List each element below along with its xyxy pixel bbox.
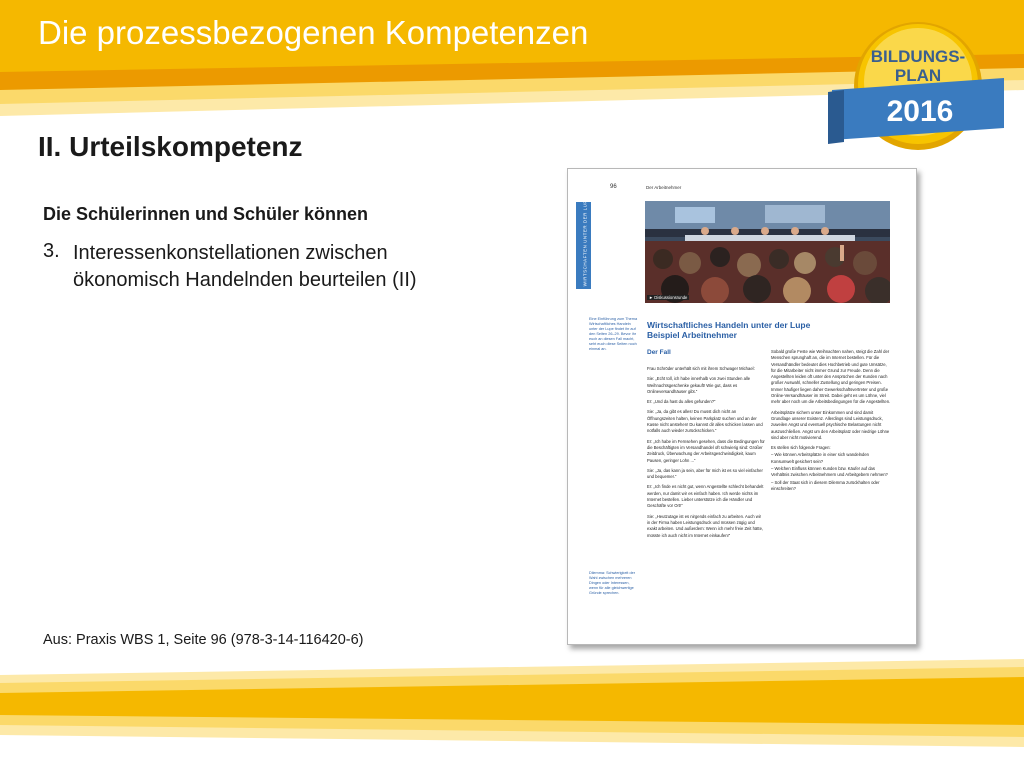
list-item-number: 3.	[43, 240, 60, 262]
slide-title: Die prozessbezogenen Kompetenzen	[38, 14, 589, 51]
book-paragraph: Er: „Ich habe im Fernsehen gesehen, dass die Bedingungen für die Beschäftigten im Versandhandel oft schwierig sind: Großer Zeitdruck, Überwachung der Arbeitsgeschwindigkeit, kaum Pausen, geringer Lohn ...“	[647, 438, 765, 463]
book-list-item: – Welchen Einfluss können Kunden bzw. Käufer auf das Verhältnis zwischen Arbeitnehmern und Arbeitgebern nehmen?	[771, 466, 888, 478]
book-heading	[647, 321, 882, 340]
book-paragraph: Sie: „Heutzutage ist es nirgends einfach zu arbeiten. Auch wir in der Firma haben Leistungsdruck und müssen zügig und exakt arbeiten. Und außerdem: Wenn ich mehr freie Zeit hätte, müsste ich auch nicht im Internet einkaufen!“	[647, 513, 764, 538]
badge-year: 2016	[886, 95, 954, 128]
bildungsplan-badge	[828, 18, 1008, 158]
book-photo	[645, 201, 890, 303]
book-case-heading: Der Fall	[647, 349, 671, 356]
book-paragraph: Arbeitsplätze sichern unser Einkommen und sind damit Grundlage unserer Existenz. Allerdings sind Leistungsdruck, zuweilen Angst und eventuell psychische Belastungen nicht auszuschließen. Angst um den Arbeitsplatz oder niedrige Löhne sind aber nicht motivierend.	[771, 409, 890, 440]
badge-line1: BILDUNGS-	[870, 47, 966, 66]
book-paragraph: Er: „Ich finde es nicht gut, wenn Angestellte schlecht behandelt werden, nur damit wir es einfach haben. Ich werde nichts im Internet bestellen. Lieber unterstütze ich die Händler und Geschäfte vor Ort!“	[647, 484, 764, 509]
book-column-right	[771, 349, 891, 496]
book-heading-line1: Wirtschaftliches Handeln unter der Lupe	[647, 320, 811, 330]
source-caption: Aus: Praxis WBS 1, Seite 96 (978-3-14-116420-6)	[43, 632, 364, 648]
book-side-label: WIRTSCHAFTEN UNTER DER LUPE	[582, 196, 588, 287]
badge-line2: PLAN	[894, 66, 942, 85]
book-section-label: Der Arbeitnehmer	[646, 185, 682, 190]
book-photo-caption: ► Diskussionsrunde	[649, 295, 688, 300]
book-list-item: – Soll der Staat sich in diesem Dilemma zurückhalten oder einschreiten?	[771, 479, 880, 491]
book-paragraph: Sie: „Echt toll, ich habe innerhalb von zwei Stunden alle Weihnachtsgeschenke gekauft! Wie gut, dass es Onlineversandhäuser gibt.“	[647, 376, 751, 394]
book-paragraph: Sobald große Feste wie Weihnachten nahen, steigt die Zahl der Menschen sprunghaft an, die im Internet bestellen. Für die Versandhändler bedeutet dies Hochbetrieb und gute Umsätze, für die Mitarbeiter nicht immer Grund zur Freude. Denn die Angestellten leiden oft unter den Ansprüchen der Kunden nach großer Auswahl, schneller Zustellung und geringen Preisen. Immer häufiger liegen daher Gewerkschaftsvertreter und große Online-Versandhäuser im Streit. Dabei geht es um Löhne, viel mehr aber noch um die Arbeitsbedingungen für die Angestellten.	[771, 349, 891, 405]
book-paragraph: Sie: „Ja, da gibt es alles! Du musst dich nicht an Öffnungszeiten halten, keinen Parkplatz suchen und an der Kasse nicht anstehen! Du kannst dir alles schicken lassen und notfalls auch wieder zurückschicken.“	[647, 409, 763, 434]
book-heading-line2: Beispiel Arbeitnehmer	[647, 329, 737, 340]
book-column-left	[647, 366, 765, 543]
list-item-text: Interessenkonstellationen zwischen ökonomisch Handelnden beurteilen (II)	[73, 242, 417, 291]
competence-heading: II. Urteilskompetenz	[38, 131, 303, 162]
book-paragraph: Sie: „Ja, das kann ja sein, aber für mich ist es so viel einfacher und bequemer.“	[647, 467, 763, 480]
book-paragraph: Frau Schröder unterhält sich mit ihrem Schwager Michael:	[647, 366, 755, 371]
book-glossary-note: Dilemma: Schwierigkeit der Wahl zwischen mehreren Dingen oder Interessen, wenn für alle gleichwertige Gründe sprechen.	[589, 571, 635, 595]
book-margin-note: Eine Einführung zum Thema Wirtschaftliches Handeln unter der Lupe findet ihr auf den Seiten 26–29. Bevor ihr euch an diesen Fall macht, seht euch diese Seiten noch einmal an.	[589, 317, 638, 351]
intro-sentence: Die Schülerinnen und Schüler können	[43, 204, 369, 224]
book-page-number: 96	[610, 184, 617, 190]
book-paragraph: Es stellen sich folgende Fragen:	[771, 445, 831, 451]
textbook-page	[567, 168, 917, 645]
book-list-item: – Wie können Arbeitsplätze in einer sich wandelnden Konsumwelt gesichert sein?	[771, 452, 870, 464]
book-paragraph: Er: „Und da hast du alles gefunden?“	[647, 399, 716, 405]
footer-band	[0, 655, 1024, 768]
